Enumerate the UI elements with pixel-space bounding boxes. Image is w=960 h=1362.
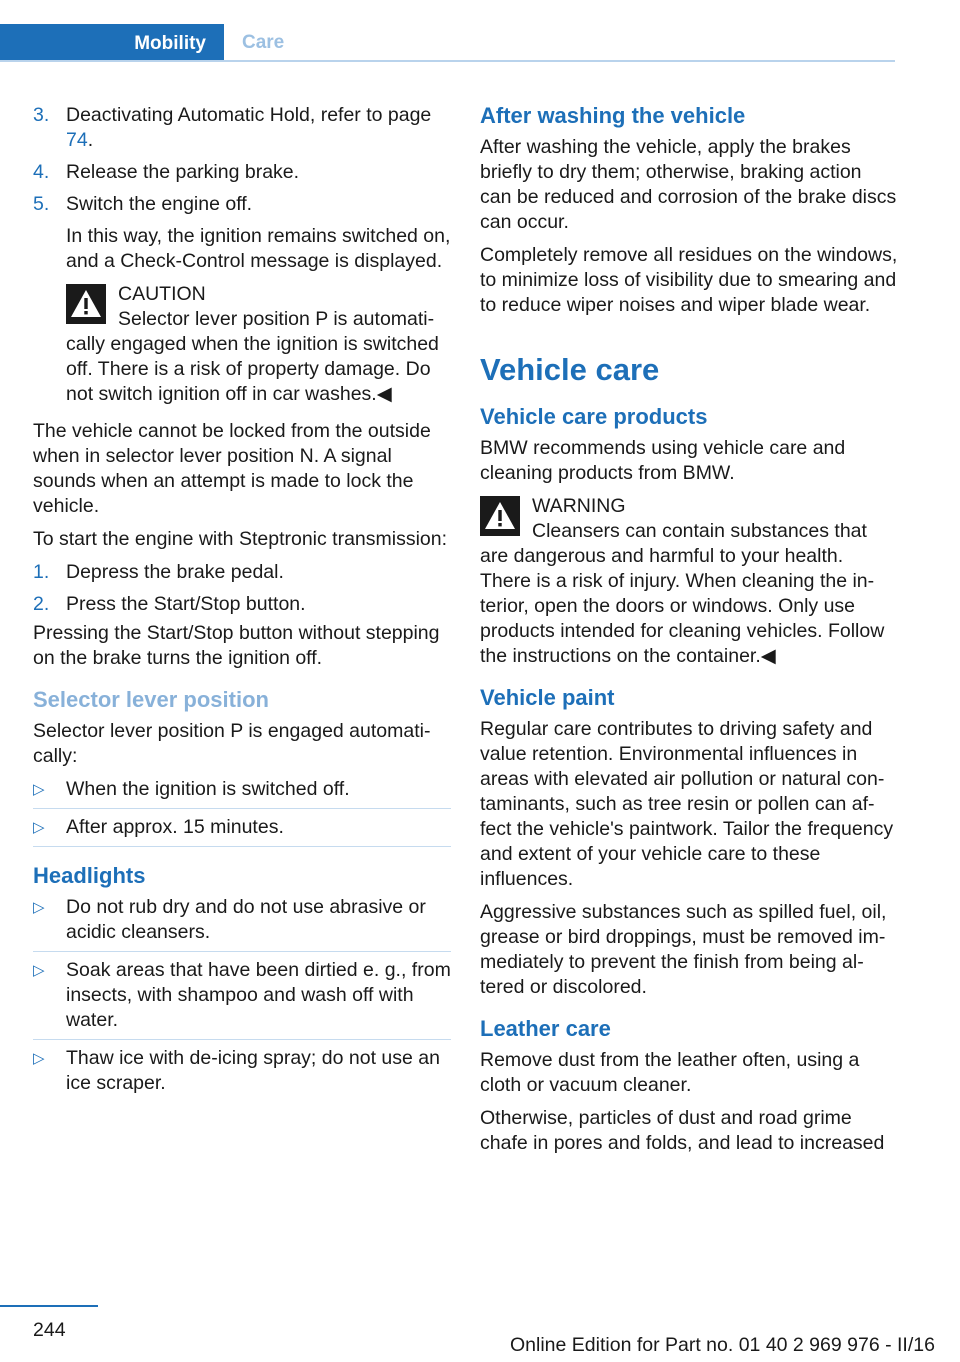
paragraph: Remove dust from the leather often, using a cloth or vacuum cleaner. — [480, 1049, 860, 1096]
list-item — [33, 895, 451, 952]
step-3 — [33, 103, 451, 153]
tab-mobility[interactable] — [0, 24, 224, 62]
page-link[interactable]: 74 — [66, 129, 88, 151]
list-item-text: When the ignition is switched off. — [66, 778, 350, 800]
heading-headlights: Headlights — [33, 863, 146, 888]
edition-footer: Online Edition for Part no. 01 40 2 969 976 - II/16 — [510, 1334, 935, 1356]
list-item-text: After approx. 15 minutes. — [66, 816, 284, 838]
tab-care[interactable] — [224, 24, 284, 60]
warning-label: WARNING — [532, 495, 626, 517]
step-number: 3. — [33, 104, 50, 126]
left-column — [33, 103, 451, 1116]
heading-vehicle-care: Vehicle care — [480, 352, 660, 387]
paragraph: To start the engine with Steptronic transmission: — [33, 528, 448, 550]
step-number: 5. — [33, 193, 50, 215]
list-item — [33, 1046, 451, 1102]
list-item — [33, 815, 451, 847]
step-5 — [33, 192, 451, 217]
footer-rule — [0, 1305, 98, 1307]
paragraph: Aggressive substances such as spilled fuel, oil, grease or bird droppings, must be removed immediately to prevent the finish from being altered or discolored. — [480, 901, 887, 998]
heading-after-washing: After washing the vehicle — [480, 103, 746, 128]
bullet-triangle-icon: ▷ — [33, 899, 45, 916]
caution-note — [66, 282, 451, 407]
page-number: 244 — [33, 1319, 66, 1341]
paragraph: The vehicle cannot be locked from the outside when in selector lever position N. A signal sounds when an attempt is made to lock the vehicle. — [33, 420, 431, 517]
step-text: Deactivating Automatic Hold, refer to page — [66, 104, 432, 126]
tab-care-label: Care — [242, 31, 285, 53]
headlights-list — [33, 895, 451, 1102]
warning-triangle-icon — [66, 284, 106, 324]
step-text: Press the Start/Stop button. — [66, 593, 306, 615]
step-text: Switch the engine off. — [66, 193, 253, 215]
warning-triangle-icon — [480, 496, 520, 536]
list-item-text: Thaw ice with de-icing spray; do not use an ice scraper. — [66, 1047, 440, 1094]
bullet-triangle-icon: ▷ — [33, 1050, 45, 1067]
tab-underline — [0, 60, 895, 62]
step-text: Depress the brake pedal. — [66, 561, 284, 583]
bullet-triangle-icon: ▷ — [33, 781, 45, 798]
step-number: 4. — [33, 161, 50, 183]
warning-note — [480, 494, 898, 669]
start-step-1 — [33, 560, 451, 585]
selector-list — [33, 777, 451, 847]
bullet-triangle-icon: ▷ — [33, 819, 45, 836]
heading-vehicle-care-products: Vehicle care products — [480, 404, 708, 429]
heading-selector-lever: Selector lever position — [33, 687, 269, 712]
list-item — [33, 958, 451, 1040]
paragraph: Otherwise, particles of dust and road grime chafe in pores and folds, and lead to increased — [480, 1107, 885, 1154]
caution-text: Selector lever position P is automatically engaged when the ignition is switched off. There is a risk of property damage. Do not switch ignition off in car washes.◀ — [66, 308, 439, 405]
paragraph: BMW recommends using vehicle care and cleaning products from BMW. — [480, 437, 846, 484]
step-text: Release the parking brake. — [66, 161, 300, 183]
paragraph: Completely remove all residues on the windows, to minimize loss of visibility due to smearing and to reduce wiper noises and wiper blade wear. — [480, 244, 898, 316]
bullet-triangle-icon: ▷ — [33, 962, 45, 979]
section-tab-bar — [0, 24, 895, 62]
step-number: 2. — [33, 593, 50, 615]
heading-vehicle-paint: Vehicle paint — [480, 685, 615, 710]
right-column — [480, 103, 898, 1164]
list-item-text: Soak areas that have been dirtied e. g., from insects, with shampoo and wash off with water. — [66, 959, 451, 1031]
paragraph: Pressing the Start/Stop button without stepping on the brake turns the ignition off. — [33, 622, 440, 669]
list-item-text: Do not rub dry and do not use abrasive or acidic cleansers. — [66, 896, 426, 943]
paragraph: Selector lever position P is engaged automatically: — [33, 720, 431, 767]
heading-leather-care: Leather care — [480, 1016, 611, 1041]
step-4 — [33, 160, 451, 185]
tab-mobility-label: Mobility — [134, 32, 206, 54]
paragraph: Regular care contributes to driving safety and value retention. Environmental influences in areas with elevated air pollution or natural contaminants, such as tree resin or pollen can affect the vehicle's paintwork. Tailor the frequency and extent of your vehicle care to these influences. — [480, 718, 894, 890]
step-text-end: . — [87, 129, 94, 151]
caution-label: CAUTION — [118, 283, 206, 305]
step-5-detail: In this way, the ignition remains switched on, and a Check-Control message is displayed. — [66, 225, 451, 272]
start-step-2 — [33, 592, 451, 617]
step-number: 1. — [33, 561, 50, 583]
list-item — [33, 777, 451, 809]
warning-text: Cleansers can contain substances that are dangerous and harmful to your health. There is a risk of injury. When cleaning the interior, open the doors or windows. Only use products intended for cleaning vehicles. Follow the instructions on the container.◀ — [480, 520, 885, 667]
paragraph: After washing the vehicle, apply the brakes briefly to dry them; otherwise, braking action can be reduced and corrosion of the brake discs can occur. — [480, 136, 897, 233]
